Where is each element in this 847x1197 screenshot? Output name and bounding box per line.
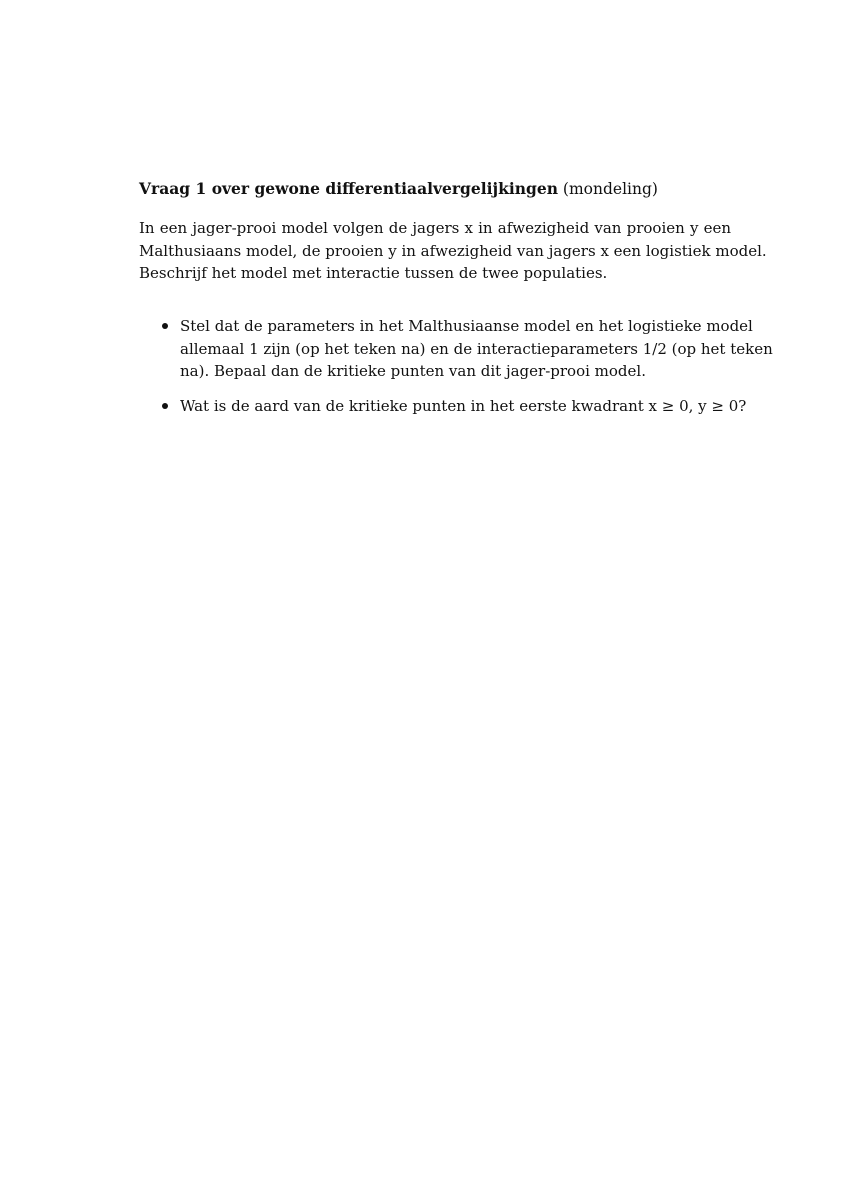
bullet-1-line-2: allemaal 1 zijn (op het teken na) en de interactieparameters 1/2 (op het teken xyxy=(180,339,773,358)
intro-line-3: Beschrijf het model met interactie tussen de twee populaties. xyxy=(139,264,608,282)
question-list xyxy=(160,315,773,429)
intro-line-1: In een jager-prooi model volgen de jagers x in afwezigheid van prooien y een xyxy=(139,219,731,237)
list-item-critical-points xyxy=(160,315,773,383)
bullet-2-line-1: Wat is de aard van de kritieke punten in het eerste kwadrant x ≥ 0, y ≥ 0? xyxy=(180,396,747,415)
bullet-icon xyxy=(162,323,168,329)
list-item-nature-of-points xyxy=(160,395,747,418)
bullet-1-line-1: Stel dat de parameters in het Malthusiaanse model en het logistieke model xyxy=(180,317,753,335)
question-title-bold: Vraag 1 over gewone differentiaalvergelijkingen xyxy=(139,179,558,198)
question-title xyxy=(139,178,739,200)
intro-paragraph xyxy=(139,217,767,285)
bullet-1-line-3: na). Bepaal dan de kritieke punten van dit jager-prooi model. xyxy=(180,362,646,380)
intro-line-2: Malthusiaans model, de prooien y in afwezigheid van jagers x een logistiek model. xyxy=(139,241,767,260)
bullet-icon xyxy=(162,403,168,409)
question-title-suffix: (mondeling) xyxy=(557,180,658,198)
